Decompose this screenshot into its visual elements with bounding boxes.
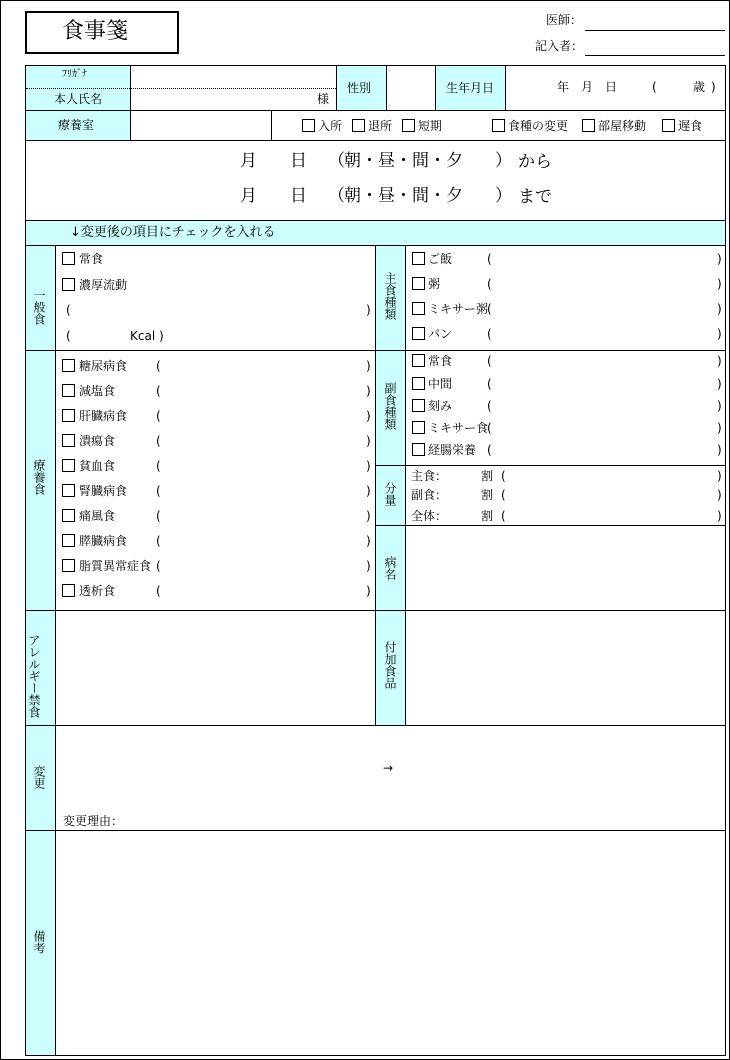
checkbox-therapeutic-1[interactable] [62, 384, 75, 397]
portion-total-open: ( [501, 509, 506, 523]
therapeutic-item-2: 肝臓病食 [79, 409, 128, 423]
period-from-suffix: から [518, 152, 552, 172]
option-diet-change: 食種の変更 [508, 119, 569, 133]
checkbox-liquid-diet[interactable] [62, 278, 75, 291]
side-close-0: ) [717, 354, 722, 368]
checkbox-diet-change[interactable] [492, 119, 505, 132]
allergy-field[interactable] [56, 611, 375, 725]
sama-label: 様 [317, 92, 330, 106]
birth-label: 生年月日 [446, 81, 495, 95]
kcal-open: ( [66, 329, 71, 343]
checkbox-therapeutic-6[interactable] [62, 509, 75, 522]
staple-open-bread: ( [487, 327, 492, 341]
furigana-label: ﾌﾘｶﾞﾅ [62, 69, 87, 80]
staple-open-rice: ( [487, 252, 492, 266]
instruction-banner: ↓変更後の項目にチェックを入れる [70, 225, 276, 240]
portion-total: 全体： [411, 509, 448, 523]
checkbox-porridge[interactable] [412, 277, 425, 290]
checkbox-therapeutic-2[interactable] [62, 409, 75, 422]
allergy-label: アレルギー禁食 [27, 634, 41, 718]
therapeutic-item-7: 膵臓病食 [79, 534, 128, 548]
portion-side: 副食： [411, 488, 448, 502]
sex-label: 性別 [347, 81, 372, 95]
staple-close-bread: ) [717, 327, 722, 341]
therapeutic-close-9: ) [366, 584, 371, 598]
therapeutic-item-4: 貧血食 [79, 459, 116, 473]
staple-item-rice: ご飯 [428, 252, 453, 266]
period-from-meals[interactable]: 朝・昼・間・夕 [344, 151, 463, 171]
period-from-month: 月 [240, 151, 257, 171]
change-field[interactable] [56, 726, 725, 806]
addon-field[interactable] [406, 611, 725, 725]
side-open-0: ( [487, 354, 492, 368]
furigana-field[interactable] [131, 66, 335, 88]
portion-staple-unit: 割 [481, 469, 494, 483]
general-paren-open: ( [66, 303, 71, 317]
therapeutic-open-4: ( [156, 459, 161, 473]
option-room-move: 部屋移動 [598, 119, 647, 133]
checkbox-side-4[interactable] [412, 443, 425, 456]
checkbox-side-3[interactable] [412, 421, 425, 434]
general-diet-label: 一般食 [32, 289, 46, 325]
therapeutic-open-3: ( [156, 434, 161, 448]
name-field[interactable] [131, 89, 335, 110]
doctor-label: 医師： [546, 13, 583, 27]
period-to-day: 日 [290, 186, 307, 206]
therapeutic-item-0: 糖尿病食 [79, 359, 128, 373]
disease-label: 病名 [383, 556, 397, 580]
checkbox-side-1[interactable] [412, 377, 425, 390]
general-paren-close: ) [366, 303, 371, 317]
checkbox-therapeutic-0[interactable] [62, 359, 75, 372]
ward-label: 療養室 [58, 118, 95, 132]
therapeutic-item-1: 減塩食 [79, 384, 116, 398]
checkbox-bread[interactable] [412, 327, 425, 340]
age-label[interactable]: 歳) [693, 80, 722, 94]
therapeutic-close-3: ) [366, 434, 371, 448]
checkbox-side-2[interactable] [412, 399, 425, 412]
portion-side-open: ( [501, 488, 506, 502]
side-close-4: ) [717, 443, 722, 457]
therapeutic-item-5: 腎臓病食 [79, 484, 128, 498]
portion-side-close: ) [717, 488, 722, 502]
period-to-meals[interactable]: 朝・昼・間・夕 [344, 186, 463, 206]
side-close-1: ) [717, 377, 722, 391]
period-to-open: （ [328, 186, 345, 206]
checkbox-regular-diet[interactable] [62, 252, 75, 265]
staple-item-bread: パン [428, 327, 453, 341]
option-discharge: 退所 [368, 119, 393, 133]
checkbox-late-meal[interactable] [662, 119, 675, 132]
period-to-month: 月 [240, 186, 257, 206]
portion-total-close: ) [717, 509, 722, 523]
portion-staple-open: ( [501, 469, 506, 483]
checkbox-therapeutic-9[interactable] [62, 584, 75, 597]
staple-item-mixer-porridge: ミキサー粥 [428, 302, 489, 316]
portion-staple: 主食： [411, 469, 448, 483]
change-label: 変更 [32, 765, 46, 789]
checkbox-room-move[interactable] [582, 119, 595, 132]
side-open-2: ( [487, 399, 492, 413]
remarks-label: 備考 [32, 930, 46, 954]
therapeutic-close-1: ) [366, 384, 371, 398]
portion-staple-close: ) [717, 469, 722, 483]
therapeutic-open-2: ( [156, 409, 161, 423]
therapeutic-label: 療養食 [32, 459, 46, 495]
checkbox-mixer-porridge[interactable] [412, 302, 425, 315]
staple-open-porridge: ( [487, 277, 492, 291]
portion-total-unit: 割 [481, 509, 494, 523]
staple-close-porridge: ) [717, 277, 722, 291]
side-open-1: ( [487, 377, 492, 391]
disease-field[interactable] [406, 526, 725, 610]
period-from-day: 日 [290, 151, 307, 171]
side-item-2: 刻み [428, 399, 453, 413]
therapeutic-item-8: 脂質異常症食 [79, 559, 152, 573]
checkbox-side-0[interactable] [412, 354, 425, 367]
therapeutic-open-8: ( [156, 559, 161, 573]
staple-close-mixer: ) [717, 302, 722, 316]
age-open: ( [652, 80, 657, 94]
staple-close-rice: ) [717, 252, 722, 266]
side-open-4: ( [487, 443, 492, 457]
side-item-1: 中間 [428, 377, 453, 391]
therapeutic-item-6: 痛風食 [79, 509, 116, 523]
change-arrow: → [383, 761, 394, 775]
writer-label: 記入者： [535, 39, 584, 53]
remarks-field[interactable] [56, 831, 725, 1055]
writer-line[interactable] [585, 55, 725, 56]
therapeutic-open-1: ( [156, 384, 161, 398]
option-late-meal: 遅食 [678, 119, 703, 133]
therapeutic-close-6: ) [366, 509, 371, 523]
general-item-regular: 常食 [79, 252, 104, 266]
checkbox-rice[interactable] [412, 252, 425, 265]
kcal-label[interactable]: Kcal ) [130, 329, 164, 343]
change-reason-label: 変更理由： [63, 814, 124, 828]
general-item-liquid: 濃厚流動 [79, 278, 128, 292]
ward-field[interactable] [131, 111, 271, 140]
therapeutic-close-5: ) [366, 484, 371, 498]
staple-item-porridge: 粥 [428, 277, 441, 291]
checkbox-therapeutic-7[interactable] [62, 534, 75, 547]
period-to-suffix: まで [518, 187, 552, 207]
page-title: 食事箋 [62, 19, 129, 44]
checkbox-admission[interactable] [302, 119, 315, 132]
therapeutic-close-7: ) [366, 534, 371, 548]
checkbox-therapeutic-4[interactable] [62, 459, 75, 472]
therapeutic-open-0: ( [156, 359, 161, 373]
period-from-open: （ [328, 151, 345, 171]
option-admission: 入所 [318, 119, 343, 133]
therapeutic-close-2: ) [366, 409, 371, 423]
period-from-close: ） [495, 151, 512, 171]
staple-open-mixer: ( [487, 302, 492, 316]
therapeutic-open-5: ( [156, 484, 161, 498]
side-item-0: 常食 [428, 354, 453, 368]
birth-value[interactable]: 年 月 日 [557, 80, 618, 94]
therapeutic-item-9: 透析食 [79, 584, 116, 598]
portion-side-unit: 割 [481, 488, 494, 502]
doctor-line[interactable] [585, 30, 725, 31]
checkbox-therapeutic-8[interactable] [62, 559, 75, 572]
checkbox-discharge[interactable] [352, 119, 365, 132]
therapeutic-open-7: ( [156, 534, 161, 548]
side-open-3: ( [487, 421, 492, 435]
therapeutic-open-9: ( [156, 584, 161, 598]
sex-field[interactable] [387, 66, 435, 110]
portion-label: 分量 [383, 482, 397, 506]
period-to-close: ） [495, 186, 512, 206]
checkbox-therapeutic-5[interactable] [62, 484, 75, 497]
therapeutic-close-0: ) [366, 359, 371, 373]
therapeutic-close-4: ) [366, 459, 371, 473]
therapeutic-close-8: ) [366, 559, 371, 573]
option-short-stay: 短期 [418, 119, 443, 133]
staple-label: 主食種類 [383, 272, 397, 320]
side-item-4: 経腸栄養 [428, 443, 477, 457]
side-close-2: ) [717, 399, 722, 413]
addon-label: 付加食品 [383, 641, 397, 689]
checkbox-therapeutic-3[interactable] [62, 434, 75, 447]
side-close-3: ) [717, 421, 722, 435]
therapeutic-open-6: ( [156, 509, 161, 523]
side-label: 副食種類 [383, 382, 397, 430]
name-label: 本人氏名 [54, 92, 103, 106]
checkbox-short-stay[interactable] [402, 119, 415, 132]
therapeutic-item-3: 潰瘍食 [79, 434, 116, 448]
side-item-3: ミキサー食 [428, 421, 489, 435]
